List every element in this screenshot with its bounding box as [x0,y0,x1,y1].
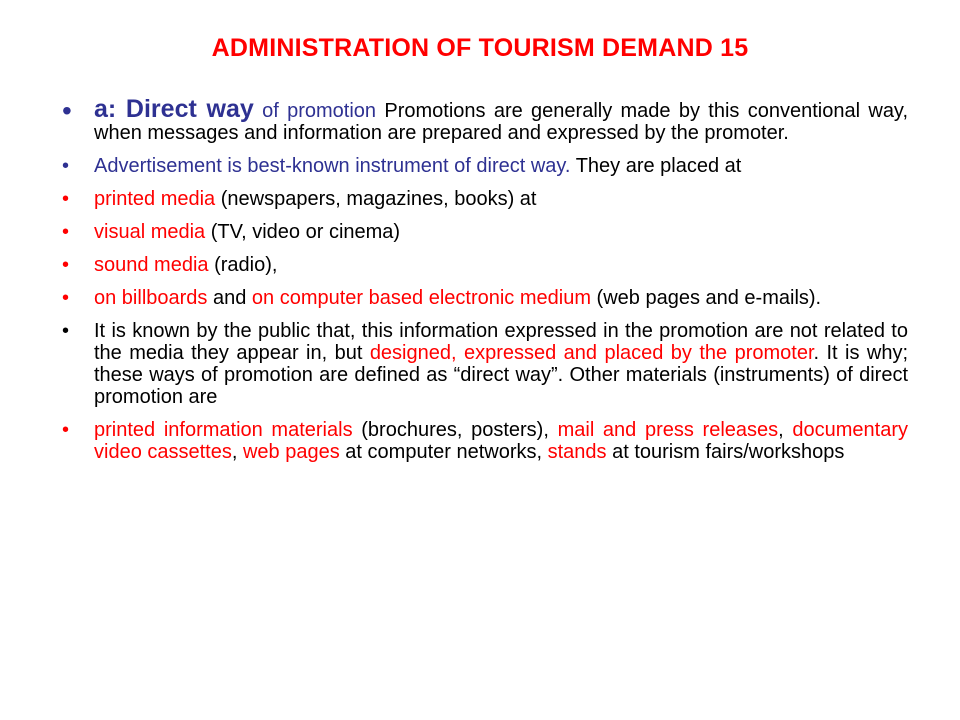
bullet-item-direct-way [62,95,909,144]
bullet-text: Promotions are generally made by this conventional way, when messages and information are prepared and expressed by the promoter. [94,100,909,144]
bullet-text: at tourism fairs/workshops [612,441,845,463]
bullet-highlight: printed information materials [94,419,353,441]
bullet-item-visual-media [62,221,908,243]
bullet-highlight: web pages [242,441,340,463]
bullet-highlight: stands [547,441,607,463]
bullet-text: (brochures, posters), [361,419,549,441]
bullet-text: , [231,441,238,463]
bullet-icon: • [62,254,70,276]
bullet-text: at computer networks, [345,441,543,463]
bullet-item-billboards [62,287,908,309]
bullet-text: (TV, video or cinema) [210,221,401,243]
bullet-highlight: printed media [94,188,216,210]
bullet-text: (web pages and e-mails). [596,287,822,309]
bullet-text: , [778,419,784,441]
bullet-text: It is known by the public that, this information expressed in the promotion are not related to the media they appear in, but [94,320,908,364]
bullet-item-advertisement [62,155,908,177]
bullet-highlight: on computer based electronic medium [251,287,591,309]
bullet-highlight: of promotion [262,100,377,122]
bullet-highlight: mail and press releases [557,419,779,441]
bullet-icon: • [62,95,72,126]
bullet-item-public-knowledge [62,320,908,408]
bullet-icon: • [62,320,70,342]
bullet-highlight: designed, expressed and placed by the promoter [369,342,814,364]
bullet-text: (newspapers, magazines, books) at [220,188,537,210]
bullet-icon: • [62,155,70,177]
bullet-highlight: on billboards [94,287,208,309]
slide-title: ADMINISTRATION OF TOURISM DEMAND 15 [211,34,749,62]
bullet-highlight: visual media [94,221,206,243]
bullet-highlight: documentary video cassettes [94,419,909,463]
bullet-list [62,95,909,474]
bullet-item-sound-media [62,254,908,276]
bullet-item-printed-media [62,188,908,210]
bullet-icon: • [62,221,70,243]
bullet-lead: a: Direct way [94,95,254,123]
bullet-text: . It is why; these ways of promotion are defined as “direct way”. Other materials (instruments) of direct promotion are [94,342,909,408]
bullet-text: (radio), [214,254,278,276]
bullet-highlight: Advertisement is best-known instrument of direct way. [94,155,571,177]
bullet-icon: • [62,419,70,441]
bullet-text: They are placed at [575,155,742,177]
bullet-icon: • [62,188,70,210]
bullet-icon: • [62,287,70,309]
bullet-highlight: sound media [94,254,209,276]
bullet-item-information-materials [62,419,908,463]
bullet-text: and [212,287,247,309]
